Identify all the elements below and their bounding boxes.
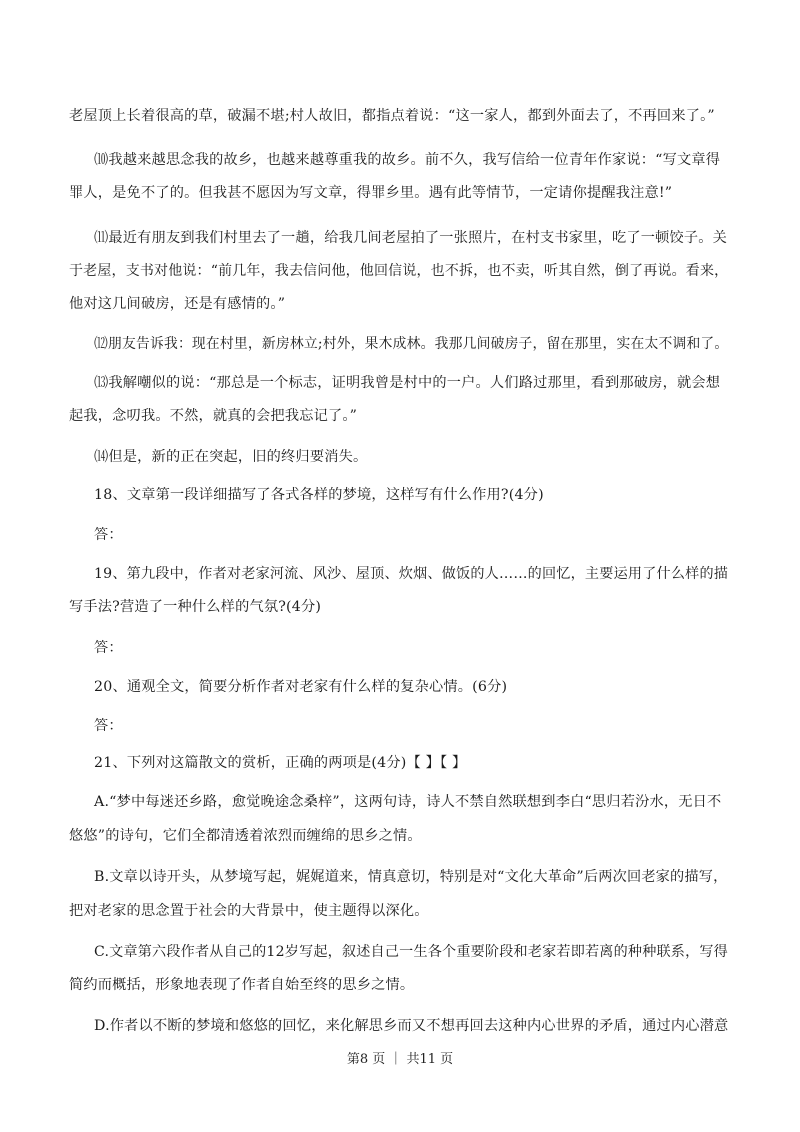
question-19: 19、第九段中，作者对老家河流、风沙、屋顶、炊烟、做饭的人……的回忆，主要运用了什么样的描 — [94, 566, 729, 582]
text-line: 悠悠”的诗句，它们全都清透着浓烈而缠绵的思乡之情。 — [69, 828, 422, 844]
text-line: 把对老家的思念置于社会的大背景中，使主题得以深化。 — [69, 903, 429, 919]
text-line: ⒁但是，新的正在突起，旧的终归要消失。 — [94, 449, 368, 465]
page-number: 第8 页 ｜ 共11 页 — [346, 1052, 454, 1067]
text-line: 罪人，是免不了的。但我甚不愿因为写文章，得罪乡里。遇有此等情节，一定请你提醒我注意!” — [69, 185, 673, 201]
text-line: 起我，念叨我。不然，就真的会把我忘记了。” — [69, 408, 358, 424]
text-line: ⑿朋友告诉我：现在村里，新房林立;村外，果木成林。我那几间破房子，留在那里，实在太不调和了。 — [94, 336, 729, 352]
answer-label: 答： — [94, 527, 123, 543]
option-c: C.文章第六段作者从自己的12岁写起，叙述自己一生各个重要阶段和老家若即若离的种种联系，写得 — [94, 944, 728, 960]
text-line: 他对这几间破房，还是有感情的。” — [69, 296, 286, 312]
question-21: 21、下列对这篇散文的赏析，正确的两项是(4分)【 】【 】 — [94, 755, 467, 771]
option-b: B.文章以诗开头，从梦境写起，娓娓道来，情真意切，特别是对“文化大革命”后两次回老家的描写， — [94, 869, 728, 885]
text-line: ⑽我越来越思念我的故乡，也越来越尊重我的故乡。前不久，我写信给一位青年作家说：“写文章得 — [94, 152, 721, 168]
text-line: 简约而概括，形象地表现了作者自始至终的思乡之情。 — [69, 977, 415, 993]
text-line: ⒀我解嘲似的说：“那总是一个标志，证明我曾是村中的一户。人们路过那里，看到那破房，就会想 — [94, 375, 721, 391]
answer-label: 答： — [94, 640, 123, 656]
answer-label: 答： — [94, 718, 123, 734]
text-line: 于老屋，支书对他说：“前几年，我去信问他，他回信说，也不拆，也不卖，听其自然，倒了再说。看来， — [69, 263, 729, 279]
text-line: ⑾最近有朋友到我们村里去了一趟，给我几间老屋拍了一张照片，在村支书家里，吃了一顿饺子。关 — [94, 230, 728, 246]
question-20: 20、通观全文，简要分析作者对老家有什么样的复杂心情。(6分) — [94, 679, 508, 695]
text-line: 老屋顶上长着很高的草，破漏不堪;村人故旧，都指点着说：“这一家人，都到外面去了，不再回来了。” — [69, 108, 715, 124]
text-line: 写手法?营造了一种什么样的气氛?(4分) — [69, 599, 322, 615]
question-18: 18、文章第一段详细描写了各式各样的梦境，这样写有什么作用?(4分) — [94, 487, 544, 503]
option-a: A.“梦中每迷还乡路，愈觉晚途念桑梓”，这两句诗，诗人不禁自然联想到李白“思归若汾水，无日不 — [94, 794, 722, 810]
option-d: D.作者以不断的梦境和悠悠的回忆，来化解思乡而又不想再回去这种内心世界的矛盾，通过内心潜意 — [94, 1018, 729, 1034]
